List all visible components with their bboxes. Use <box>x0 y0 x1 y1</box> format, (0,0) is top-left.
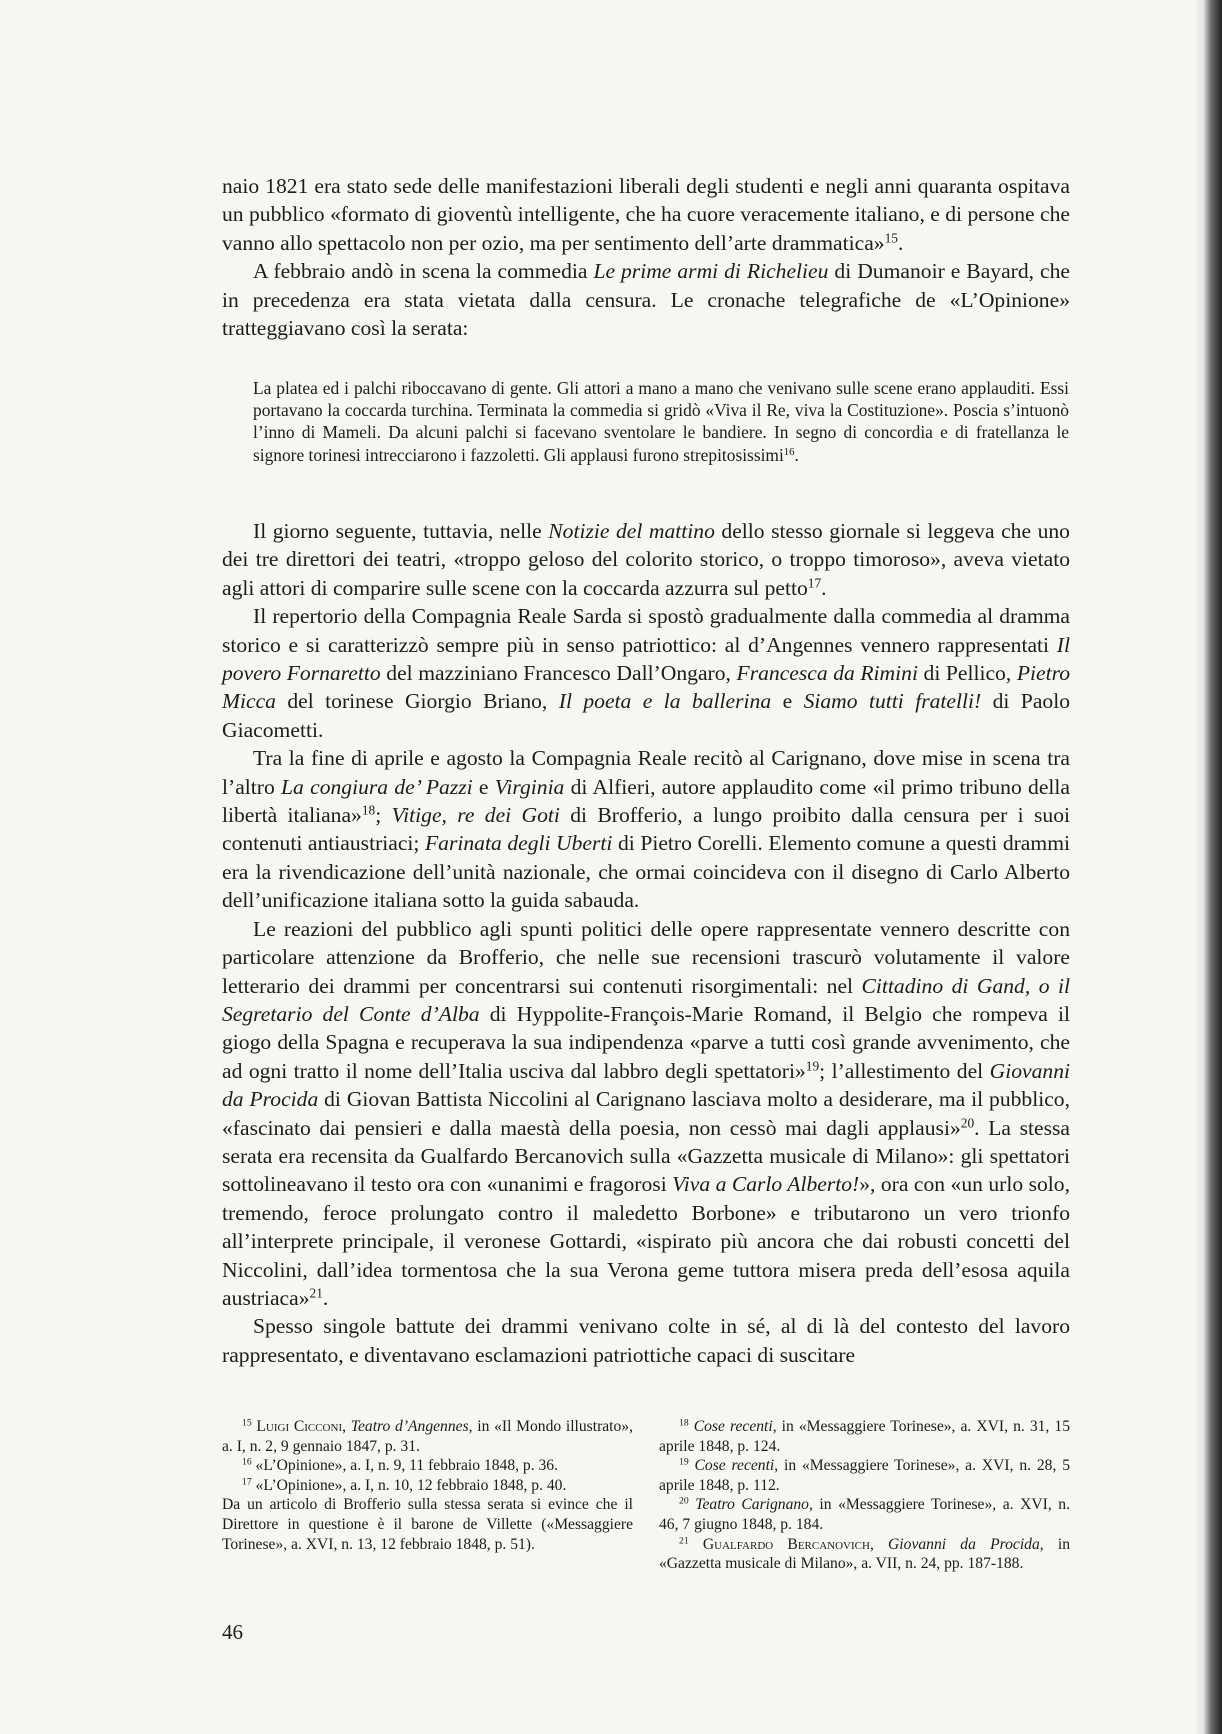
footnote-16-text: «L’Opinione», a. I, n. 9, 11 febbraio 1848, p. 36. <box>251 1457 558 1475</box>
footnote-20 <box>659 1495 1070 1534</box>
footnote-18-title: Cose recenti <box>693 1418 773 1435</box>
title-congiura-de-pazzi: La congiura de’ Pazzi <box>281 774 473 799</box>
paragraph-6-text-d: di Giovan Battista Niccolini al Carignano lasciava molto a desiderare, ma il pubblico, «fascinato dai pensieri e dalla maestà della poesia, non cessò mai dagli applausi» <box>222 1087 1070 1140</box>
paragraph-1-text: naio 1821 era stato sede delle manifestazioni liberali degli studenti e negli anni quaranta ospitava un pubblico «formato di gioventù intelligente, che ha cuore veracemente italiano, e di persone che vanno allo spettacolo non per ozio, ma per sentimento dell’arte drammatica» <box>222 174 1070 255</box>
footnote-19 <box>659 1456 1070 1495</box>
page-edge-shadow <box>1194 0 1204 1734</box>
paragraph-4-text-e: e <box>771 689 804 714</box>
footnote-15-number: 15 <box>242 1417 252 1429</box>
paragraph-1 <box>222 172 1070 257</box>
footnote-15-author: Luigi Cicconi <box>256 1418 343 1435</box>
paragraph-5-text-d: ; <box>375 803 392 828</box>
title-francesca-da-rimini: Francesca da Rimini <box>736 661 918 686</box>
paragraph-5-text-e: di Brofferio, a lungo proibito dalla censura per i suoi contenuti antiaustriaci; <box>222 803 1070 856</box>
page-number: 46 <box>222 1620 243 1644</box>
title-pietro-micca: Pietro Micca <box>222 661 1070 714</box>
footnote-15 <box>222 1417 633 1456</box>
footnote-17-continued <box>222 1495 633 1554</box>
paragraph-5-text-b: e <box>472 774 495 799</box>
footnote-21-sep: , <box>869 1535 889 1553</box>
title-farinata-degli-uberti: Farinata degli Uberti <box>424 831 613 856</box>
title-giovanni-da-procida: Giovanni da Procida <box>222 1058 1070 1112</box>
lower-body-text <box>222 517 1070 1369</box>
paragraph-4-end: di Paolo Giacometti. <box>222 689 1070 742</box>
paragraph-6-text-e: . La stessa serata era recensita da Gualfardo Bercanovich sulla «Gazzetta musicale di Milano»: gli spettatori sottolineavano il testo ora con «unanimi e fragorosi <box>222 1115 1070 1197</box>
quote-end: . <box>794 444 799 465</box>
upper-body-text <box>222 172 1070 342</box>
footnote-19-number: 19 <box>679 1456 689 1468</box>
note-ref-16: 16 <box>783 445 795 458</box>
title-virginia: Virginia <box>494 774 565 799</box>
title-poeta-e-ballerina: Il poeta e la ballerina <box>558 689 772 714</box>
footnotes-right-column <box>659 1417 1070 1574</box>
paragraph-7 <box>222 1312 1070 1369</box>
paragraph-5-text: Tra la fine di aprile e agosto la Compagnia Reale recitò al Carignano, dove mise in scena tra l’altro <box>222 746 1070 799</box>
footnote-18-text: , in «Messaggiere Torinese», a. XVI, n. 31, 15 aprile 1848, p. 124. <box>659 1418 1070 1455</box>
title-cittadino-di-gand: Cittadino di Gand, o il Segretario del Conte d’Alba <box>222 973 1070 1026</box>
paragraph-4-text-c: di Pellico, <box>917 661 1017 686</box>
paragraph-6-text-c: ; l’allestimento del <box>819 1058 990 1083</box>
paragraph-6-end: . <box>322 1285 329 1310</box>
note-ref-19: 19 <box>805 1058 820 1074</box>
quote-paragraph <box>253 377 1069 466</box>
footnote-17-text: «L’Opinione», a. I, n. 10, 12 febbraio 1848, p. 40. <box>251 1476 567 1494</box>
paragraph-3-end: . <box>821 575 827 600</box>
paragraph-3 <box>222 517 1070 602</box>
footnote-20-text: , in «Messaggiere Torinese», a. XVI, n. 46, 7 giugno 1848, p. 184. <box>659 1496 1071 1533</box>
footnote-17-continued-text: Da un articolo di Brofferio sulla stessa serata si evince che il Direttore in questione è il barone de Villette («Messaggiere Torinese», a. XVI, n. 13, 12 febbraio 1848, p. 51). <box>222 1496 633 1553</box>
footnote-16 <box>222 1456 633 1476</box>
paragraph-6-text-b: di Hyppolite-François-Marie Romand, il Belgio che rompeva il giogo della Spagna e recuperava la sua indipendenza «parve a tutti così grande avvenimento, che ad ogni tratto il nome dell’Italia usciva dal labbro degli spettatori» <box>222 1001 1070 1083</box>
paragraph-6 <box>222 915 1070 1313</box>
paragraph-6-text: Le reazioni del pubblico agli spunti politici delle opere rappresentate vennero descritte con particolare attenzione da Brofferio, che nelle sue recensioni trascurò volutamente il valore letterario dei drammi per concentrarsi sui contenuti risorgimentali: nel <box>222 916 1070 998</box>
footnote-21-number: 21 <box>679 1535 689 1547</box>
paragraph-3-text: Il giorno seguente, tuttavia, nelle <box>253 519 549 543</box>
footnote-20-title: Teatro Carignano <box>695 1496 809 1514</box>
quote-viva-carlo-alberto: Viva a Carlo Alberto! <box>672 1172 860 1197</box>
title-siamo-tutti-fratelli: Siamo tutti fratelli! <box>803 689 982 714</box>
paragraph-5-end: di Pietro Corelli. Elemento comune a questi drammi era la rivendicazione dell’unità nazionale, che ormai coincideva con il disegno di Carlo Alberto dell’unificazione italiana sotto la guida sabauda. <box>222 831 1070 913</box>
footnote-15-text: , in «Il Mondo illustrato», a. I, n. 2, 9 gennaio 1847, p. 31. <box>222 1418 634 1455</box>
paragraph-2 <box>222 257 1070 342</box>
footnote-19-text: , in «Messaggiere Torinese», a. XVI, n. 28, 5 aprile 1848, p. 112. <box>659 1457 1070 1494</box>
paragraph-4-text-d: del torinese Giorgio Briano, <box>275 689 559 714</box>
footnote-21-title: Giovanni da Procida <box>888 1535 1040 1553</box>
block-quote <box>253 377 1069 466</box>
footnotes-left-column <box>222 1417 633 1554</box>
footnote-21-text: , in «Gazzetta musicale di Milano», a. VII, n. 24, pp. 187-188. <box>659 1535 1071 1573</box>
paragraph-1-end: . <box>897 230 904 255</box>
footnote-18-number: 18 <box>679 1417 689 1429</box>
paragraph-7-text: Spesso singole battute dei drammi venivano colte in sé, al di là del contesto del lavoro rappresentato, e diventavano esclamazioni patriottiche capaci di suscitare <box>222 1314 1070 1367</box>
note-ref-15: 15 <box>884 230 898 246</box>
title-povero-fornaretto: Il povero Fornaretto <box>222 632 1070 686</box>
paragraph-4 <box>222 602 1070 744</box>
paragraph-4-text-b: del mazziniano Francesco Dall’Ongaro, <box>380 661 737 686</box>
paragraph-6-text-f: », ora con «un urlo solo, tremendo, feroce prolungato contro il maledetto Borbone» e tributarono un vero trionfo all’interprete principale, il veronese Gottardi, «ispirato più ancora che dai robusti concetti del Niccolini, dall’idea tormentosa che la sua Verona geme tuttora misera preda dell’esosa aquila austriaca» <box>222 1172 1070 1310</box>
footnote-21-space <box>689 1536 703 1553</box>
footnote-18 <box>659 1417 1070 1456</box>
footnote-15-title: Teatro d’Angennes <box>350 1418 469 1435</box>
title-notizie-del-mattino: Notizie del mattino <box>548 519 715 543</box>
paragraph-4-text: Il repertorio della Compagnia Reale Sarda si spostò gradualmente dalla commedia al dramma storico e si caratterizzò sempre più in senso patriottico: al d’Angennes vennero rappresentati <box>222 604 1070 657</box>
note-ref-18: 18 <box>361 802 376 818</box>
footnote-21-author: Gualfardo Bercanovich <box>702 1535 870 1553</box>
footnote-19-title: Cose recenti <box>694 1457 775 1475</box>
note-ref-21: 21 <box>309 1285 323 1301</box>
book-spine-edge <box>1204 0 1222 1734</box>
footnote-20-number: 20 <box>679 1496 689 1508</box>
note-ref-20: 20 <box>960 1115 975 1131</box>
footnote-15-sep: , <box>342 1418 351 1435</box>
paragraph-2-text-end: di Dumanoir e Bayard, che in precedenza era stata vietata dalla censura. Le cronache telegrafiche de «L’Opinione» tratteggiavano così la serata: <box>222 259 1070 341</box>
paragraph-2-text: A febbraio andò in scena la commedia <box>253 259 594 284</box>
paragraph-5 <box>222 744 1070 914</box>
quote-text: La platea ed i palchi riboccavano di gente. Gli attori a mano a mano che venivano sulle scene erano applauditi. Essi portavano la coccarda turchina. Terminata la commedia si gridò «Viva il Re, viva la Costituzione». Poscia s’intuonò l’inno di Mameli. Da alcuni palchi si facevano sventolare le bandiere. In segno di concordia e di fratellanza le signore torinesi intrecciarono i fazzoletti. Gli applausi furono strepitosissimi <box>253 378 1069 465</box>
note-ref-17: 17 <box>807 575 822 591</box>
paragraph-3-text-b: dello stesso giornale si leggeva che uno dei tre direttori dei teatri, «troppo geloso del colorito storico, o troppo timoroso», aveva vietato agli attori di comparire sulle scene con la coccarda azzurra sul petto <box>222 519 1070 600</box>
title-vitige-re-dei-goti: Vitige, re dei Goti <box>391 803 560 828</box>
footnote-17-number: 17 <box>242 1476 252 1488</box>
title-prime-armi: Le prime armi di Richelieu <box>593 259 829 284</box>
footnote-17 <box>222 1476 633 1496</box>
footnote-16-number: 16 <box>242 1456 252 1468</box>
paragraph-5-text-c: di Alfieri, autore applaudito come «il primo tribuno della libertà italiana» <box>222 774 1070 828</box>
footnote-21 <box>659 1535 1070 1574</box>
